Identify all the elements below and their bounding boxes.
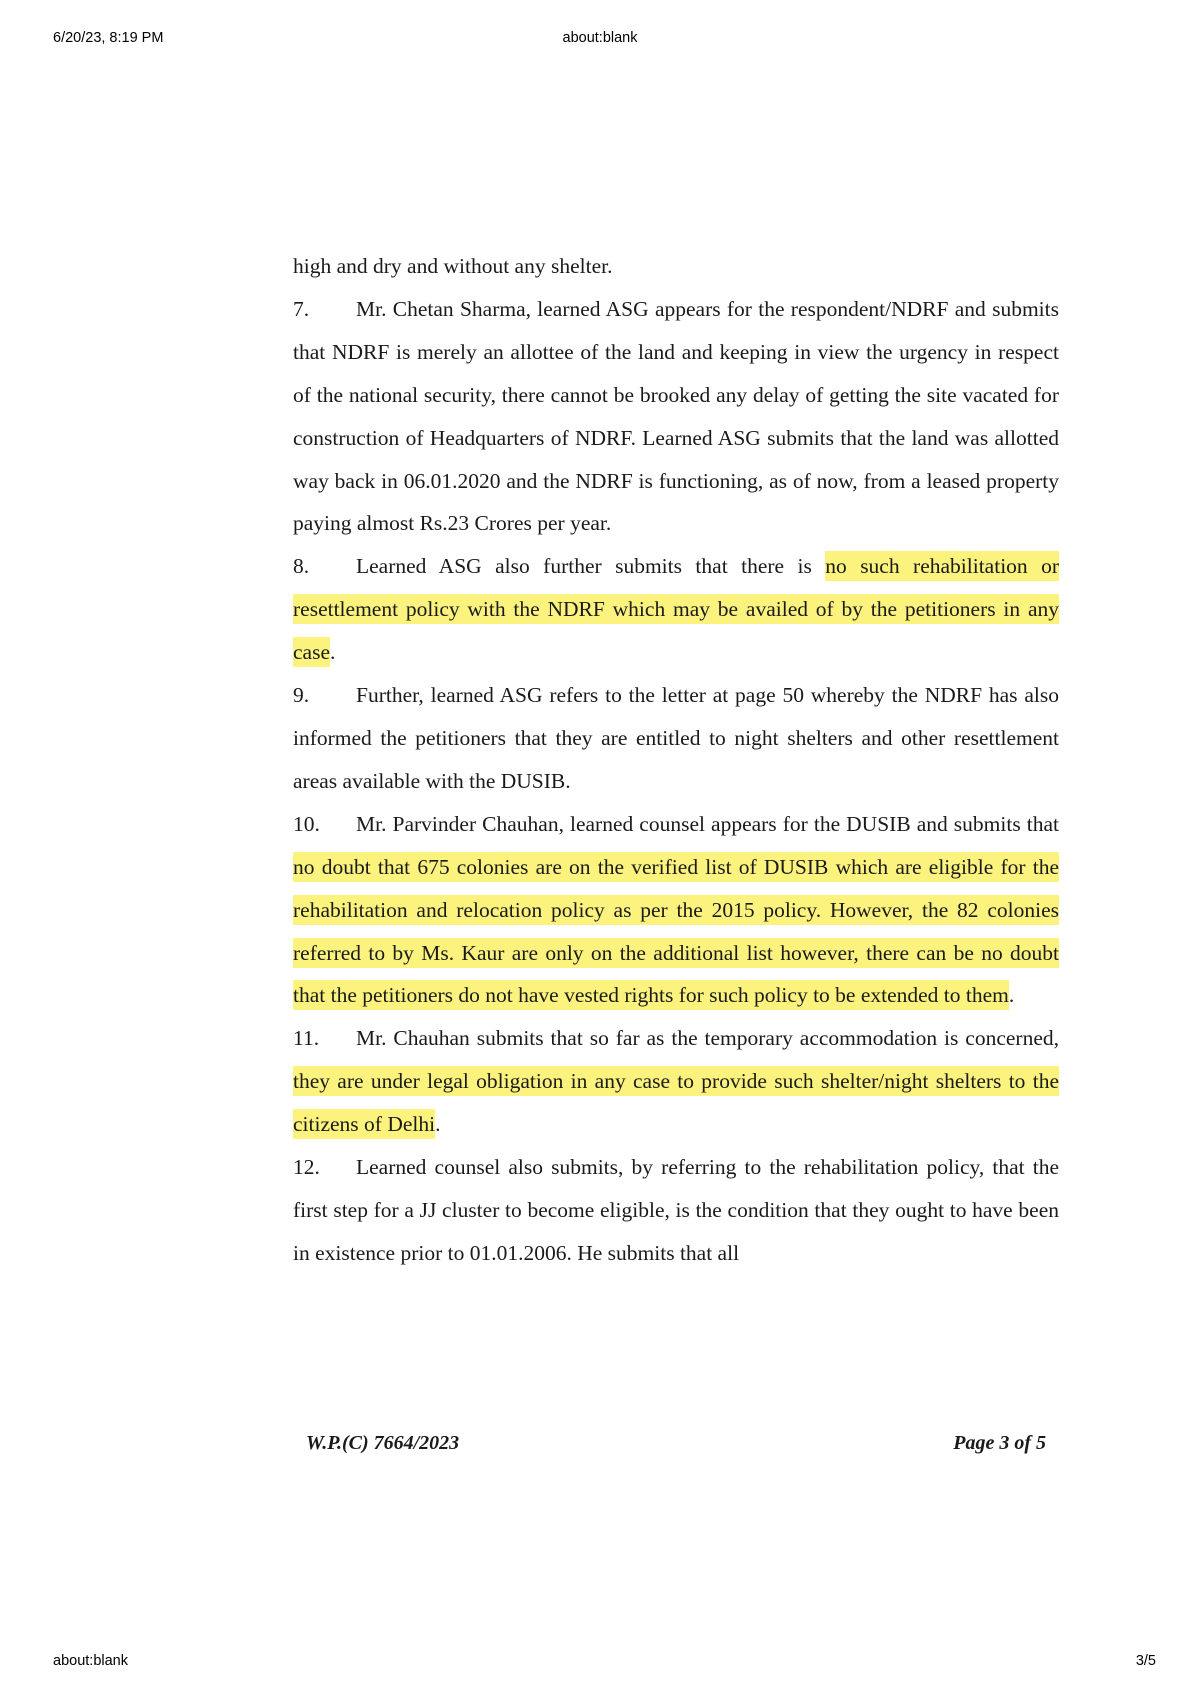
highlighted-text: no doubt that 675 colonies are on the verified list of DUSIB which are eligible for the rehabilitation and relocation policy as per the 2015 policy. However, the 82 colonies referred to by Ms. Kaur are only on the additional list however, there can be no doubt that the petitioners do not have vested rights for such policy to be extended to them — [293, 852, 1059, 1011]
highlighted-text: no such rehabilitation or resettlement policy with the NDRF which may be availed of by the petitioners in any case — [293, 551, 1059, 667]
paragraph-number: 7. — [293, 296, 310, 321]
print-page-title: about:blank — [562, 30, 638, 46]
paragraph-text: . — [435, 1112, 441, 1137]
paragraph-text: . — [330, 640, 336, 665]
print-footer — [0, 1653, 1200, 1673]
paragraph-number: 10. — [293, 811, 320, 836]
paragraph-text: Further, learned ASG refers to the letter at page 50 whereby the NDRF has also informed the petitioners that they are entitled to night shelters and other resettlement areas available with the DUSIB. — [293, 683, 1059, 793]
document-footer — [306, 1432, 1046, 1462]
paragraph-number: 8. — [293, 554, 310, 579]
paragraph-number: 11. — [293, 1026, 320, 1051]
document-body — [293, 245, 1059, 1275]
paragraph-text: Learned ASG also further submits that there is — [356, 554, 826, 579]
print-page-count: 3/5 — [1135, 1653, 1156, 1669]
print-datetime: 6/20/23, 8:19 PM — [53, 30, 164, 46]
case-number: W.P.(C) 7664/2023 — [306, 1432, 460, 1454]
print-header — [0, 30, 1200, 50]
page-label: Page 3 of 5 — [953, 1432, 1046, 1454]
paragraph-number: 12. — [293, 1155, 320, 1180]
continuation-text: high and dry and without any shelter. — [293, 254, 613, 278]
paragraph-text: Mr. Chauhan submits that so far as the temporary accommodation is concerned, — [356, 1026, 1059, 1051]
paragraph — [293, 288, 1059, 545]
print-url: about:blank — [53, 1653, 128, 1669]
paragraph-text: Mr. Chetan Sharma, learned ASG appears for the respondent/NDRF and submits that NDRF is merely an allottee of the land and keeping in view the urgency in respect of the national security, there cannot be brooked any delay of getting the site vacated for construction of Headquarters of NDRF. Learned ASG submits that the land was allotted way back in 06.01.2020 and the NDRF is functioning, as of now, from a leased property paying almost Rs.23 Crores per year. — [293, 296, 1059, 536]
highlighted-text: they are under legal obligation in any case to provide such shelter/night shelters to the citizens of Delhi — [293, 1066, 1059, 1139]
paragraph-number: 9. — [293, 683, 310, 708]
paragraph — [293, 545, 1059, 674]
paragraph — [293, 1146, 1059, 1275]
paragraph-text: . — [1008, 983, 1015, 1008]
paragraph — [293, 803, 1059, 1018]
paragraph-list — [293, 288, 1059, 1275]
paragraph-text: Mr. Parvinder Chauhan, learned counsel appears for the DUSIB and submits that — [356, 811, 1059, 836]
paragraph — [293, 674, 1059, 803]
paragraph-text: Learned counsel also submits, by referring to the rehabilitation policy, that the first step for a JJ cluster to become eligible, is the condition that they ought to have been in existence prior to 01.01.2006. He submits that all — [293, 1155, 1059, 1265]
paragraph — [293, 1017, 1059, 1146]
